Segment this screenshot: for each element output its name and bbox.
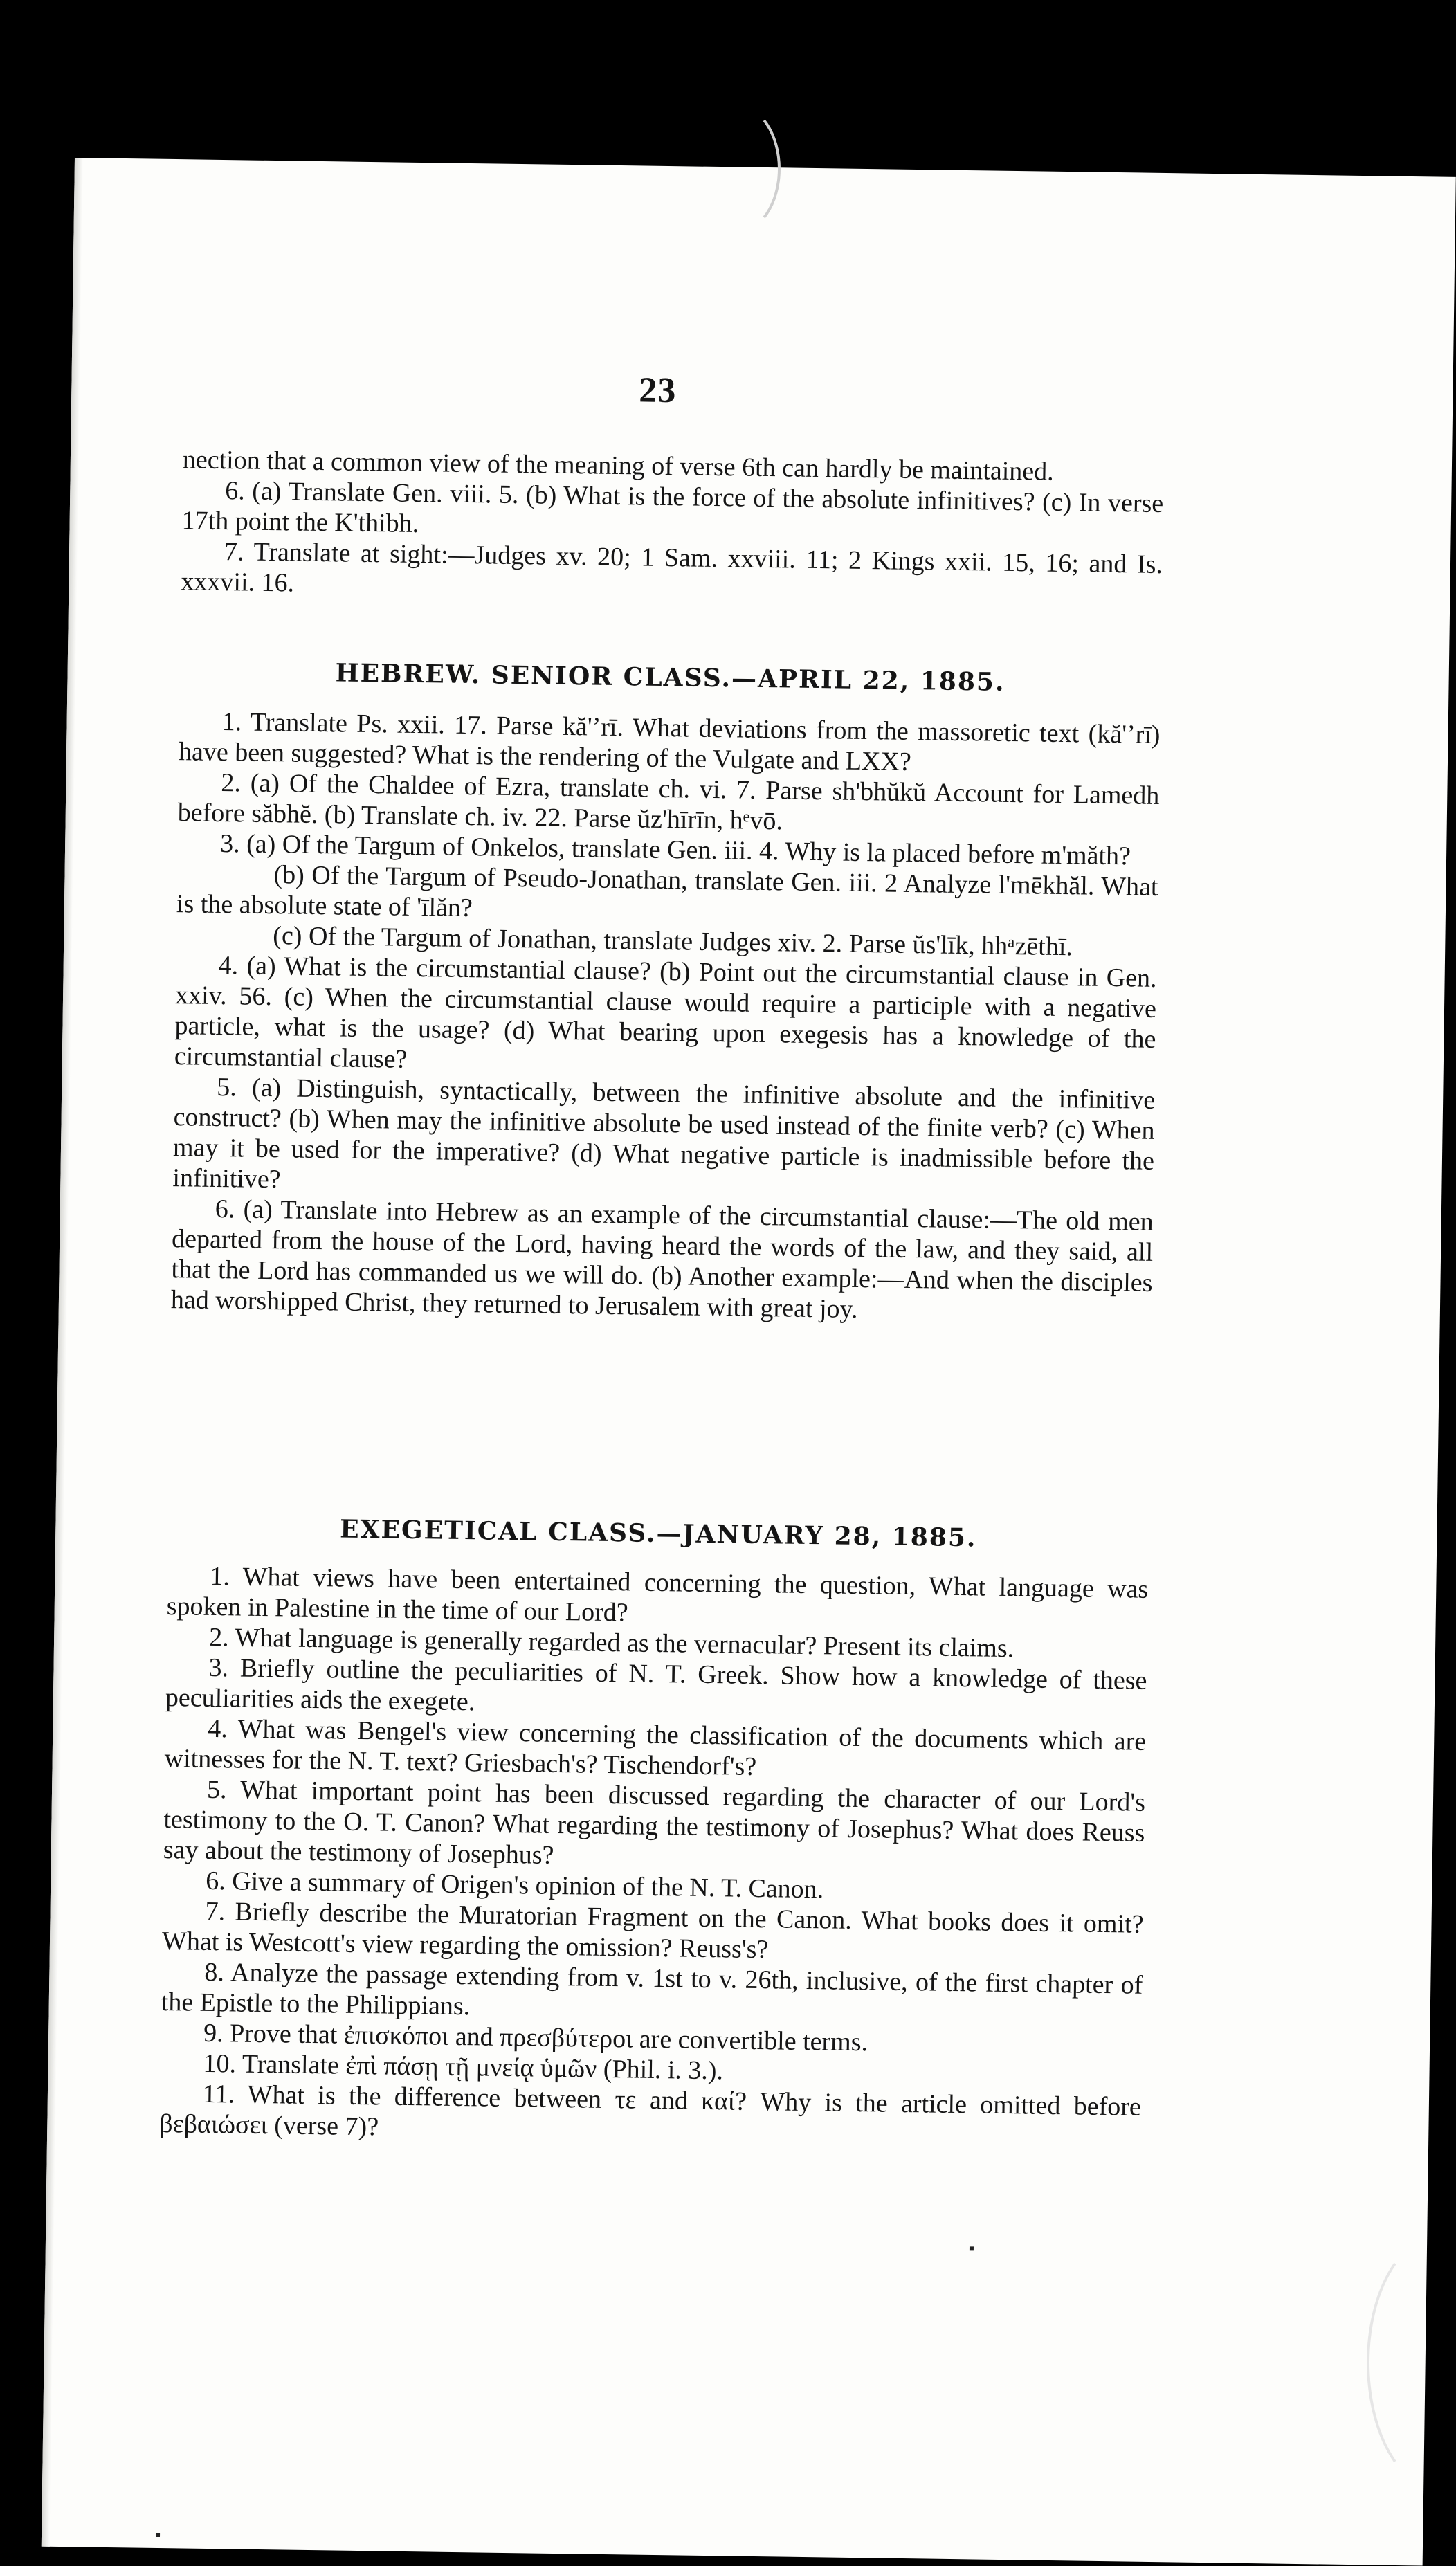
question: 2. What language is generally regarded as the vernacular? Present its claims. bbox=[208, 1622, 1014, 1664]
section-heading-senior: HEBREW. SENIOR CLASS.—APRIL 22, 1885. bbox=[335, 658, 1005, 697]
question: 1. What views have been entertained concerning the question, What language was spoken in Palestine in the time of our Lord? bbox=[166, 1561, 1149, 1628]
paragraph: 6. (a) Translate Gen. viii. 5. (b) What is the force of the absolute infinitives? (c) In verse 17th point the K'thibh. bbox=[181, 476, 1164, 538]
question: 4. (a) What is the circumstantial clause? (b) Point out the circumstantial clause in Gen. xxiv. 56. (c) When the circumstantial clause would require a participle with a negative particle, what is the usage? (d) What bearing upon exegesis has a knowledge of the circumstantial clause? bbox=[174, 951, 1157, 1074]
question: 9. Prove that ἐπισκόποι and πρεσβύτεροι are convertible terms. bbox=[203, 2018, 868, 2057]
scanned-page bbox=[42, 158, 1456, 2566]
question: 11. What is the difference between τε and καί? Why is the article omitted before βεβαιώσει (verse 7)? bbox=[159, 2079, 1142, 2142]
question: 1. Translate Ps. xxii. 17. Parse kă'ʼrī. What deviations from the massoretic text (kă'ʼrī) have been suggested? What is the rendering of the Vulgate and LXX? bbox=[178, 707, 1161, 776]
senior-questions bbox=[171, 706, 1161, 1329]
scan-speck bbox=[156, 2533, 160, 2537]
scan-speck bbox=[970, 2246, 974, 2250]
question: 6. Give a summary of Origen's opinion of the N. T. Canon. bbox=[205, 1866, 824, 1904]
question: 8. Analyze the passage extending from v. 1st to v. 26th, inclusive, of the first chapter of the Epistle to the Philippians. bbox=[161, 1957, 1143, 2021]
question: 5. What important point has been discussed regarding the character of our Lord's testimony to the O. T. Canon? What regarding the testimony of Josephus? What does Reuss say about the testimony of Josephus? bbox=[163, 1774, 1146, 1870]
paragraph: 7. Translate at sight:—Judges xv. 20; 1 Sam. xxviii. 11; 2 Kings xxii. 15, 16; and Is. xxxvii. 16. bbox=[181, 537, 1163, 598]
exegetical-questions bbox=[159, 1560, 1149, 2153]
question: 3. Briefly outline the peculiarities of N. T. Greek. Show how a knowledge of these peculiarities aids the exegete. bbox=[165, 1653, 1147, 1717]
question: 7. Briefly describe the Muratorian Fragment on the Canon. What books does it omit? What is Westcott's view regarding the omission? Reuss's? bbox=[161, 1896, 1144, 1965]
continued-section bbox=[181, 444, 1164, 610]
page-number: 23 bbox=[638, 370, 677, 411]
question: 5. (a) Distinguish, syntactically, between the infinitive absolute and the infinitive construct? (b) When may the infinitive absolute be used instead of the finite verb? (c) When may it be used for the imperative? (d) What negative particle is inadmissible before the infinitive? bbox=[172, 1072, 1156, 1194]
question: 2. (a) Of the Chaldee of Ezra, translate ch. vi. 7. Parse sh'bhŭkŭ Account for Lamedh before săbhĕ. (b) Translate ch. iv. 22. Parse ŭz'hīrīn, hᵉvō. bbox=[177, 768, 1160, 836]
section-heading-exegetical: EXEGETICAL CLASS.—JANUARY 28, 1885. bbox=[339, 1514, 977, 1553]
question: 10. Translate ἐπὶ πάσῃ τῇ μνείᾳ ὑμῶν (Phil. i. 3.). bbox=[203, 2048, 724, 2086]
page-curl-mark bbox=[692, 104, 781, 234]
question: 6. (a) Translate into Hebrew as an example of the circumstantial clause:—The old men departed from the house of the Lord, having heard the words of the law, and they said, all that the Lord has commanded us we will do. (b) Another example:—And when the disciples had worshipped Christ, they returned to Jerusalem with great joy. bbox=[170, 1194, 1154, 1324]
question: (c) Of the Targum of Jonathan, translate Judges xiv. 2. Parse ŭs'līk, hhᵃzēthī. bbox=[273, 921, 1073, 962]
question: (b) Of the Targum of Pseudo-Jonathan, translate Gen. iii. 2 Analyze l'mēkhăl. What is the absolute state of 'īlăn? bbox=[176, 860, 1158, 923]
question: 3. (a) Of the Targum of Onkelos, translate Gen. iii. 4. Why is la placed before m'măth? bbox=[219, 829, 1131, 871]
question: 4. What was Bengel's view concerning the classification of the documents which are witnesses for the N. T. text? Griesbach's? Tischendorf's? bbox=[164, 1713, 1147, 1781]
paragraph: nection that a common view of the meaning of verse 6th can hardly be maintained. bbox=[182, 445, 1054, 486]
